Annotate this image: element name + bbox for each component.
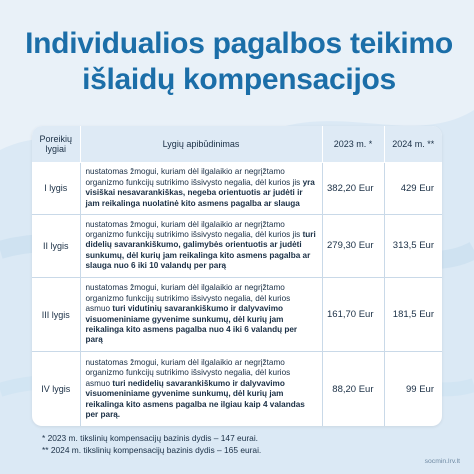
row-level: IV lygis (32, 352, 80, 426)
header-description: Lygių apibūdinimas (80, 126, 322, 163)
table-row (32, 352, 442, 426)
header-2023: 2023 m. * (322, 126, 384, 163)
row-description (80, 163, 322, 215)
table-header-row (32, 126, 442, 163)
description-bold: turi didelių savarankiškumo, galimybės orientuotis ar judėti sunkumų, dėl kurių jam reikalinga kito asmens pagalba ar slauga nuo 6 iki 10 valandų per parą (85, 230, 316, 271)
row-description (80, 277, 322, 352)
description-plain: nustatomas žmogui, kuriam dėl ilgalaikio ar negrįžtamo organizmo funkcijų sutrikimo išsivysto negalia, dėl kurios jis (85, 167, 301, 187)
table-row (32, 277, 442, 352)
footnotes (42, 432, 261, 456)
row-description (80, 352, 322, 426)
table-row (32, 163, 442, 215)
row-value-2024: 313,5 Eur (384, 214, 442, 277)
description-plain: nustatomas žmogui, kuriam dėl ilgalaikio ar negrįžtamo organizmo funkcijų sutrikimo išsivysto negalia, dėl kurios jis (85, 219, 301, 240)
row-value-2023: 88,20 Eur (322, 352, 384, 426)
description-plain: nustatomas žmogui, kuriam dėl ilgalaikio ar negrįžtamo organizmo funkcijų sutrikimo išsivysto negalia, dėl kurios asmuo (85, 283, 291, 314)
header-2024: 2024 m. ** (384, 126, 442, 163)
footnote-2023: * 2023 m. tikslinių kompensacijų bazinis dydis – 147 eurai. (42, 433, 259, 443)
header-level: Poreikių lygiai (32, 126, 80, 163)
row-level: I lygis (32, 163, 80, 215)
row-level: III lygis (32, 277, 80, 352)
title-line-1: Individualios pagalbos teikimo (25, 27, 453, 60)
footnote-2024: ** 2024 m. tikslinių kompensacijų bazinis dydis – 165 eurai. (42, 445, 262, 455)
description-bold: turi vidutinių savarankiškumo ir dalyvavimo visuomeniniame gyvenime sunkumų, dėl kurių jam reikalinga kito asmens pagalba nuo 4 iki 6 valandų per parą (85, 304, 298, 345)
row-level: II lygis (32, 214, 80, 277)
row-value-2023: 279,30 Eur (322, 214, 384, 277)
description-plain: nustatomas žmogui, kuriam dėl ilgalaikio ar negrįžtamo organizmo funkcijų sutrikimo išsivysto negalia, dėl kurios asmuo (85, 357, 291, 388)
row-value-2024: 429 Eur (384, 163, 442, 215)
description-bold: turi nedidelių savarankiškumo ir dalyvavimo visuomeniniame gyvenime sunkumų, dėl kurių jam reikalinga kito asmens pagalba ne ilgiau kaip 4 valandas per parą. (85, 378, 305, 419)
compensation-table-card (32, 126, 442, 426)
row-value-2023: 161,70 Eur (322, 277, 384, 352)
page-title (14, 26, 464, 98)
row-value-2023: 382,20 Eur (322, 163, 384, 215)
row-description (80, 214, 322, 277)
row-value-2024: 99 Eur (406, 383, 434, 395)
website-label: socmin.lrv.lt (424, 458, 460, 465)
row-value-2024: 181,5 Eur (384, 277, 442, 352)
description-bold: yra visiškai nesavarankiškas, negeba orientuotis ar judėti ir jam reikalinga nuolatinė kito asmens pagalba ar slauga (85, 177, 315, 208)
table-row (32, 214, 442, 277)
title-line-2: išlaidų kompensacijos (82, 63, 396, 96)
compensation-table (32, 126, 442, 426)
